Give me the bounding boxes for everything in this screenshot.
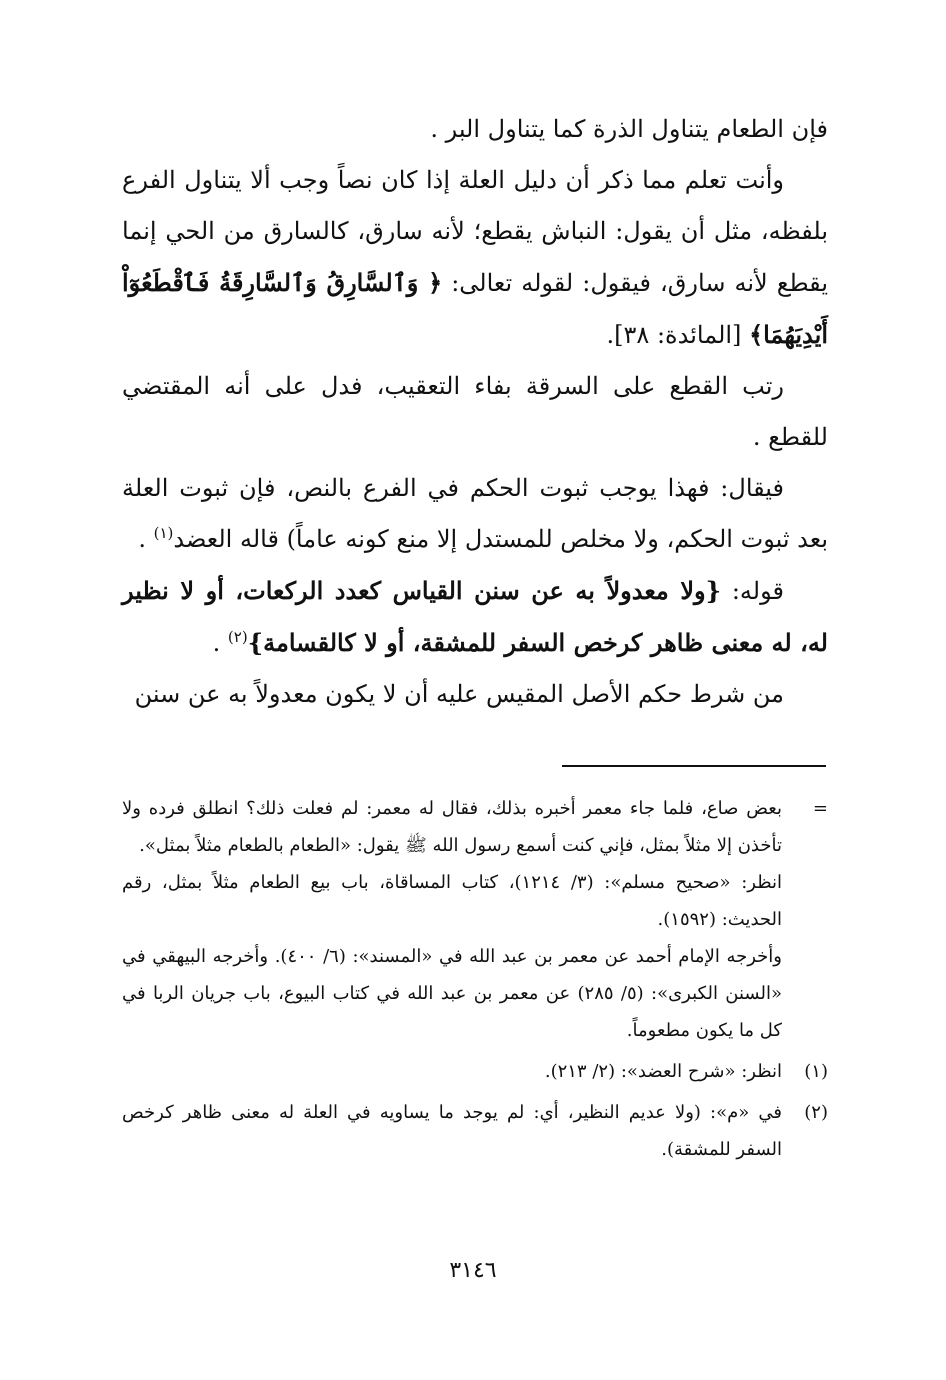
footnote-2-number: (٢) [804,1102,828,1123]
paragraph-4-end: . [138,525,146,553]
continuation-text-2: انظر: «صحيح مسلم»: (٣/ ١٢١٤)، كتاب المساقاة، باب بيع الطعام مثلاً بمثل، رقم الحديث: (١٥٩٢). [122,872,782,930]
footnote-separator [562,765,826,767]
footnote-2 [122,1094,828,1168]
paragraph-1-text: فإن الطعام يتناول الذرة كما يتناول البر . [430,115,828,143]
quote-lead: قوله: [731,577,784,605]
paragraph-5-end: . [212,629,221,657]
paragraph-4-text: فيقال: فهذا يوجب ثبوت الحكم في الفرع بالنص، فإن ثبوت العلة بعد ثبوت الحكم، ولا مخلص للمستدل إلا منع كونه عاماً) قاله العضد [122,474,828,553]
page-number: ٣١٤٦ [449,1258,497,1283]
continuation-text-1: بعض صاع، فلما جاء معمر أخبره بذلك، فقال له معمر: لم فعلت ذلك؟ انطلق فرده ولا تأخذن إلا مثلاً بمثل، فإني كنت أسمع رسول الله ﷺ يقول: «الطعام بالطعام مثلاً بمثل». [122,798,782,856]
quran-verse: ﴿ وَٱلسَّارِقُ وَٱلسَّارِقَةُ فَٱقْطَعُوٓاْ أَيْدِيَهُمَا﴾ [122,268,828,349]
paragraph-5 [122,565,828,669]
paragraph-2-text: وأنت تعلم مما ذكر أن دليل العلة إذا كان نصاً وجب ألا يتناول الفرع بلفظه، مثل أن يقول: النباش يقطع؛ لأنه سارق، كالسارق من الحي إنما يقطع لأنه سارق، فيقول: لقوله تعالى: [122,166,828,297]
paragraph-4 [122,463,828,565]
footnote-1-text: انظر: «شرح العضد»: (٢/ ٢١٣). [544,1061,782,1082]
paragraph-6-text: من شرط حكم الأصل المقيس عليه أن لا يكون معدولاً به عن سنن [134,680,784,708]
paragraph-3 [122,361,828,463]
footnote-2-text: في «م»: (ولا عديم النظير، أي: لم يوجد ما يساويه في العلة له معنى ظاهر كرخص السفر للمشقة). [122,1102,782,1160]
footnote-1-number: (١) [804,1061,828,1082]
footnote-1 [122,1053,828,1090]
continuation-marker: = [812,798,828,819]
verse-reference: [المائدة: ٣٨]. [606,321,742,349]
footnote-ref-1[interactable]: (١) [153,524,174,542]
main-text [122,104,828,720]
footnote-continuation [122,790,828,1049]
paragraph-6 [122,669,828,720]
paragraph-1 [122,104,828,155]
paragraph-2 [122,155,828,361]
quoted-matn: {ولا معدولاً به عن سنن القياس كعدد الركعات، أو لا نظير له، له معنى ظاهر كرخص السفر للمشقة، أو لا كالقسامة} [122,576,828,657]
continuation-text-3: وأخرجه الإمام أحمد عن معمر بن عبد الله في «المسند»: (٦/ ٤٠٠). وأخرجه البيهقي في «السنن الكبرى»: (٥/ ٢٨٥) عن معمر بن عبد الله في كتاب البيوع، باب جريان الربا في كل ما يكون مطعوماً. [122,946,782,1041]
paragraph-3-text: رتب القطع على السرقة بفاء التعقيب، فدل على أنه المقتضي للقطع . [122,372,828,451]
footnote-ref-2[interactable]: (٢) [227,628,248,646]
footnotes-section [122,790,828,1172]
